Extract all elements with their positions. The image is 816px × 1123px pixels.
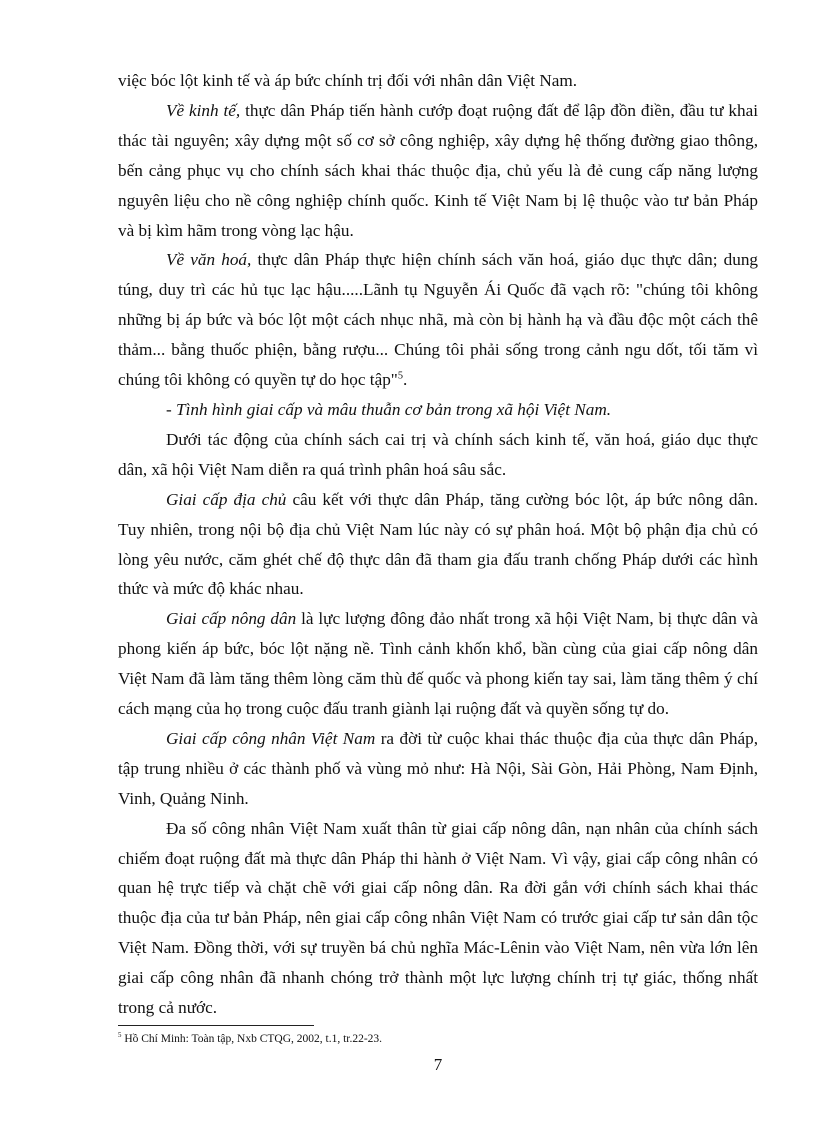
footnote-divider [118,1025,314,1026]
page-number: 7 [433,1055,443,1074]
workers-text: ra đời từ cuộc khai thác thuộc địa của thực dân Pháp, tập trung nhiều ở các thành phố và vùng mỏ như: Hà Nội, Sài Gòn, Hải Phòng, Nam Định, Vinh, Quảng Ninh. [118,728,759,808]
footnote [118,1032,382,1046]
peasants-lead: Giai cấp nông dân [166,609,297,629]
paragraph-culture [118,245,758,395]
paragraph-economy [118,96,758,246]
footnote-ref: 5 [397,370,403,382]
paragraph-workers [118,724,758,814]
paragraph-workers-origin: Đa số công nhân Việt Nam xuất thân từ giai cấp nông dân, nạn nhân của chính sách chiếm đoạt ruộng đất mà thực dân Pháp thi hành ở Việt Nam. Vì vậy, giai cấp công nhân có quan hệ trực tiếp và chặt chẽ với giai cấp nông dân. Ra đời gắn với chính sách khai thác thuộc địa của tư bản Pháp, nên giai cấp công nhân Việt Nam có trước giai cấp tư sản dân tộc Việt Nam. Đồng thời, với sự truyền bá chủ nghĩa Mác-Lênin vào Việt Nam, nên vừa lớn lên giai cấp công nhân đã nhanh chóng trở thành một lực lượng chính trị tự giác, thống nhất trong cả nước. [118,818,758,1018]
footnote-text: Hồ Chí Minh: Toàn tập, Nxb CTQG, 2002, t.1, tr.22-23. [121,1033,383,1045]
economy-text: thực dân Pháp tiến hành cướp đoạt ruộng đất để lập đồn điền, đầu tư khai thác tài nguyên; xây dựng một số cơ sở công nghiệp, xây dựng hệ thống đường giao thông, bến cảng phục vụ cho chính sách khai thác thuộc địa, chủ yếu là đẻ cung cấp năng lượng nguyên liệu cho nề công nghiệp chính quốc. Kinh tế Việt Nam bị lệ thuộc vào tư bản Pháp và bị kìm hãm trong vòng lạc hậu. [118,100,758,240]
footnote-number: 5 [118,1032,122,1040]
section-heading-text: - Tình hình giai cấp và mâu thuẫn cơ bản trong xã hội Việt Nam. [166,399,612,419]
paragraph-1: việc bóc lột kinh tế và áp bức chính trị đối với nhân dân Việt Nam. [118,71,578,90]
landlords-text: câu kết với thực dân Pháp, tăng cường bóc lột, áp bức nông dân. Tuy nhiên, trong nội bộ địa chủ Việt Nam lúc này có sự phân hoá. Một bộ phận địa chủ có lòng yêu nước, căm ghét chế độ thực dân đã tham gia đấu tranh chống Pháp dưới các hình thức và mức độ khác nhau. [118,489,758,599]
landlords-lead: Giai cấp địa chủ [166,489,287,509]
page-body [118,66,758,1023]
culture-lead: Về văn hoá, [166,250,252,270]
culture-end: . [402,370,408,390]
workers-lead: Giai cấp công nhân Việt Nam [166,728,376,748]
culture-text: thực dân Pháp thực hiện chính sách văn hoá, giáo dục thực dân; dung túng, duy trì các hủ tục lạc hậu.....Lãnh tụ Nguyễn Ái Quốc đã vạch rõ: "chúng tôi không những bị áp bức và bóc lột một cách nhục nhã, mà còn bị hành hạ và đầu độc một cách thê thảm... bằng thuốc phiện, bằng rượu... Chúng tôi phải sống trong cảnh ngu dốt, tối tăm vì chúng tôi không có quyền tự do học tập" [118,250,759,390]
paragraph-landlords [118,485,758,605]
section-heading-classes [118,395,758,425]
paragraph-differentiation: Dưới tác động của chính sách cai trị và chính sách kinh tế, văn hoá, giáo dục thực dân, xã hội Việt Nam diễn ra quá trình phân hoá sâu sắc. [118,429,758,479]
peasants-text: là lực lượng đông đảo nhất trong xã hội Việt Nam, bị thực dân và phong kiến áp bức, bóc lột nặng nề. Tình cảnh khốn khổ, bần cùng của giai cấp nông dân Việt Nam đã làm tăng thêm lòng căm thù đế quốc và phong kiến tay sai, làm tăng thêm ý chí cách mạng của họ trong cuộc đấu tranh giành lại ruộng đất và quyền sống tự do. [118,609,759,719]
paragraph-peasants [118,604,758,724]
economy-lead: Về kinh tế, [166,100,241,120]
